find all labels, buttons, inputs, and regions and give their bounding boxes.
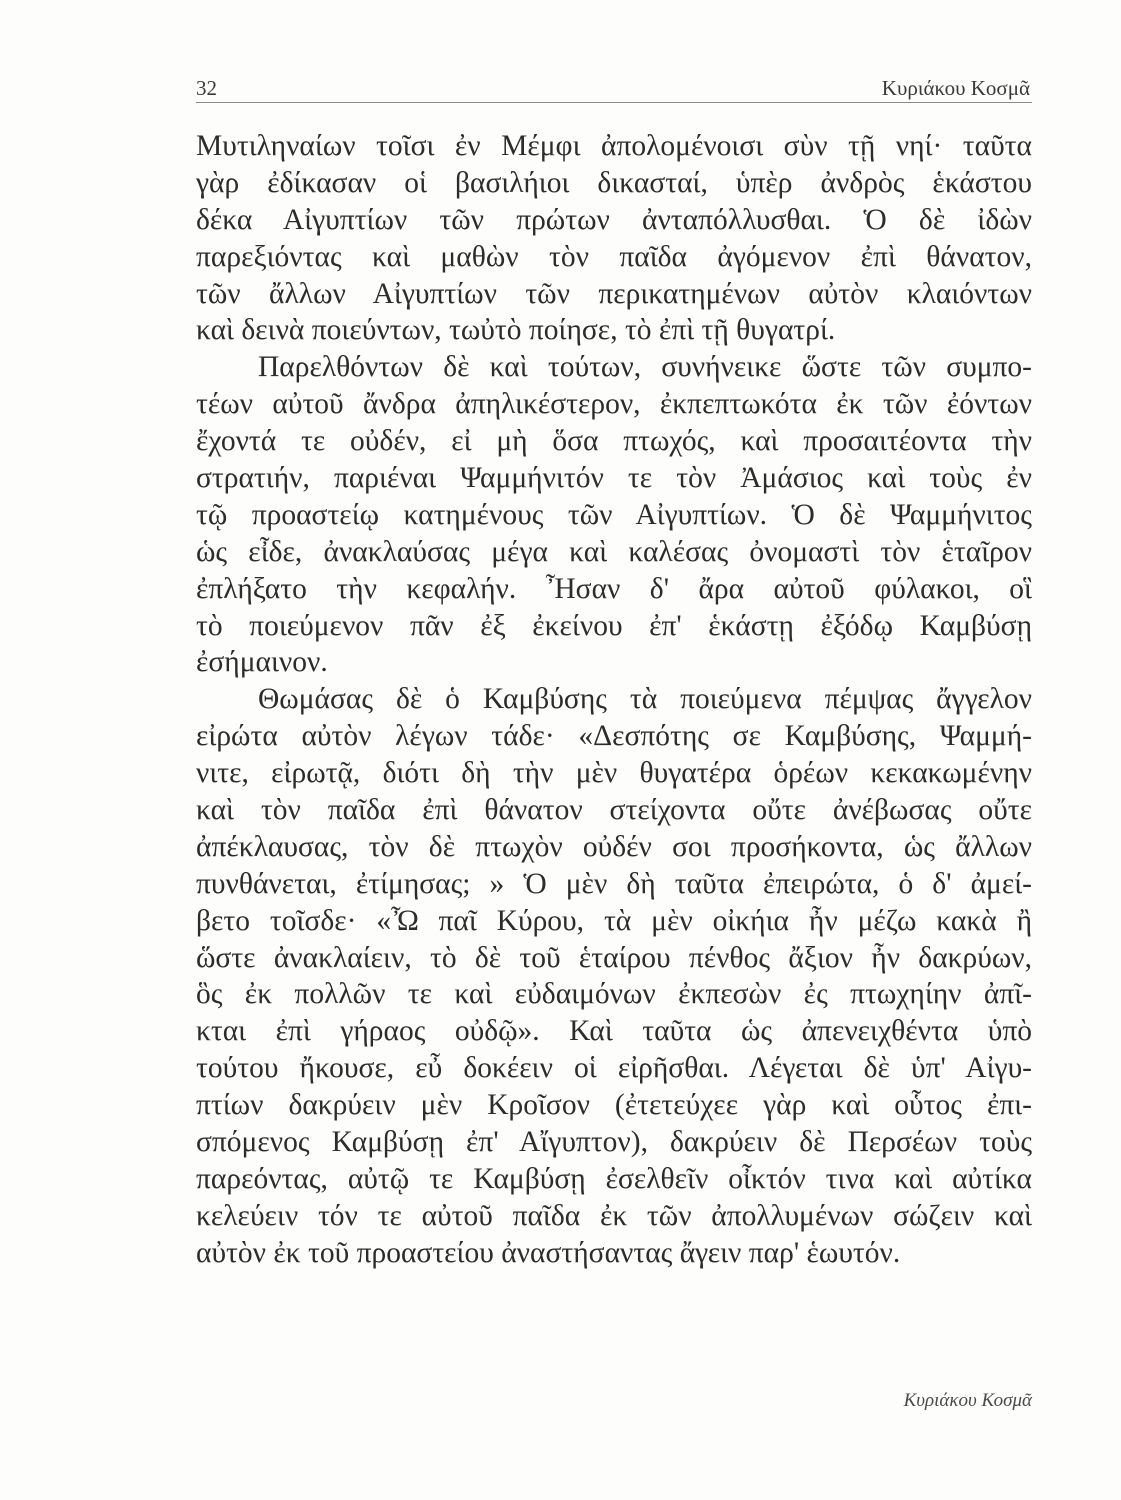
- text-line: πτίων δακρύειν μὲν Κροῖσον (ἐτετεύχεε γὰρ καὶ οὗτος ἐπι-: [196, 1089, 1032, 1122]
- text-line: ἐπλήξατο τὴν κεφαλήν. Ἦσαν δ' ἄρα αὐτοῦ φύλακοι, οἳ: [196, 572, 1032, 605]
- text-line: πυνθάνεται, ἐτίμησας; » Ὁ μὲν δὴ ταῦτα ἐπειρώτα, ὁ δ' ἀμεί-: [196, 867, 1032, 900]
- paragraph: [196, 128, 1032, 349]
- text-line: τῶν ἄλλων Αἰγυπτίων τῶν περικατημένων αὐτὸν κλαιόντων: [196, 277, 1032, 310]
- text-line: εἰρώτα αὐτὸν λέγων τάδε· «Δεσπότης σε Καμβύσης, Ψαμμή-: [196, 720, 1032, 753]
- text-line: Θωμάσας δὲ ὁ Καμβύσης τὰ ποιεύμενα πέμψας ἄγγελον: [258, 683, 1032, 716]
- text-line: τέων αὐτοῦ ἄνδρα ἀπηλικέστερον, ἐκπεπτωκότα ἐκ τῶν ἐόντων: [196, 388, 1032, 421]
- text-line: καὶ δεινὰ ποιεύντων, τωὐτὸ ποίησε, τὸ ἐπὶ τῇ θυγατρί.: [196, 314, 836, 347]
- text-line: Παρελθόντων δὲ καὶ τούτων, συνήνεικε ὥστε τῶν συμπο-: [258, 351, 1032, 384]
- text-line: Μυτιληναίων τοῖσι ἐν Μέμφι ἀπολομένοισι σὺν τῇ νηί· ταῦτα: [196, 130, 1032, 162]
- running-header-title: Κυριάκου Κοσμᾶ: [881, 76, 1030, 100]
- text-line: ἔχοντά τε οὐδέν, εἰ μὴ ὅσα πτωχός, καὶ προσαιτέοντα τὴν: [196, 425, 1032, 458]
- text-line: κελεύειν τόν τε αὐτοῦ παῖδα ἐκ τῶν ἀπολλυμένων σώζειν καὶ: [196, 1199, 1032, 1232]
- text-line: νιτε, εἰρωτᾷ, διότι δὴ τὴν μὲν θυγατέρα ὁρέων κεκακωμένην: [196, 757, 1032, 790]
- text-line: ὥστε ἀνακλαίειν, τὸ δὲ τοῦ ἑταίρου πένθος ἄξιον ἦν δακρύων,: [196, 941, 1032, 974]
- text-line: τῷ προαστείῳ κατημένους τῶν Αἰγυπτίων. Ὁ δὲ Ψαμμήνιτος: [196, 498, 1032, 531]
- body-text: [196, 128, 1032, 1272]
- page-number: 32: [196, 76, 217, 100]
- text-line: δέκα Αἰγυπτίων τῶν πρώτων ἀνταπόλλυσθαι. Ὁ δὲ ἰδὼν: [196, 203, 1032, 236]
- paragraph: [196, 349, 1032, 681]
- text-line: βετο τοῖσδε· «Ὦ παῖ Κύρου, τὰ μὲν οἰκήια ἦν μέζω κακὰ ἢ: [196, 904, 1032, 937]
- text-line: τὸ ποιεύμενον πᾶν ἐξ ἐκείνου ἐπ' ἑκάστῃ ἐξόδῳ Καμβύσῃ: [196, 609, 1032, 642]
- text-line: παρεξιόντας καὶ μαθὼν τὸν παῖδα ἀγόμενον ἐπὶ θάνατον,: [196, 240, 1032, 273]
- text-line: κται ἐπὶ γήραος οὐδῷ». Καὶ ταῦτα ὡς ἀπενειχθέντα ὑπὸ: [196, 1015, 1032, 1048]
- text-line: καὶ τὸν παῖδα ἐπὶ θάνατον στείχοντα οὔτε ἀνέβωσας οὔτε: [196, 794, 1032, 827]
- paragraph: [196, 681, 1032, 1271]
- text-line: στρατιήν, παριέναι Ψαμμήνιτόν τε τὸν Ἀμάσιος καὶ τοὺς ἐν: [196, 462, 1032, 495]
- text-line: ὡς εἶδε, ἀνακλαύσας μέγα καὶ καλέσας ὀνομαστὶ τὸν ἑταῖρον: [196, 535, 1032, 568]
- running-header: [196, 70, 1032, 103]
- text-line: παρεόντας, αὐτῷ τε Καμβύσῃ ἐσελθεῖν οἶκτόν τινα καὶ αὐτίκα: [196, 1162, 1032, 1195]
- text-line: αὐτὸν ἐκ τοῦ προαστείου ἀναστήσαντας ἄγειν παρ' ἑωυτόν.: [196, 1236, 901, 1269]
- text-line: ἐσήμαινον.: [196, 646, 328, 679]
- text-line: γὰρ ἐδίκασαν οἱ βασιλήιοι δικασταί, ὑπὲρ ἀνδρὸς ἑκάστου: [196, 166, 1032, 199]
- text-line: σπόμενος Καμβύσῃ ἐπ' Αἴγυπτον), δακρύειν δὲ Περσέων τοὺς: [196, 1126, 1032, 1159]
- text-line: ὃς ἐκ πολλῶν τε καὶ εὐδαιμόνων ἐκπεσὼν ἐς πτωχηίην ἀπῖ-: [196, 978, 1032, 1011]
- text-line: τούτου ἤκουσε, εὖ δοκέειν οἱ εἰρῆσθαι. Λέγεται δὲ ὑπ' Αἰγυ-: [196, 1052, 1032, 1085]
- footer-signature: Κυριάκου Κοσμᾶ: [903, 1390, 1032, 1411]
- text-line: ἀπέκλαυσας, τὸν δὲ πτωχὸν οὐδέν σοι προσήκοντα, ὡς ἄλλων: [196, 830, 1032, 863]
